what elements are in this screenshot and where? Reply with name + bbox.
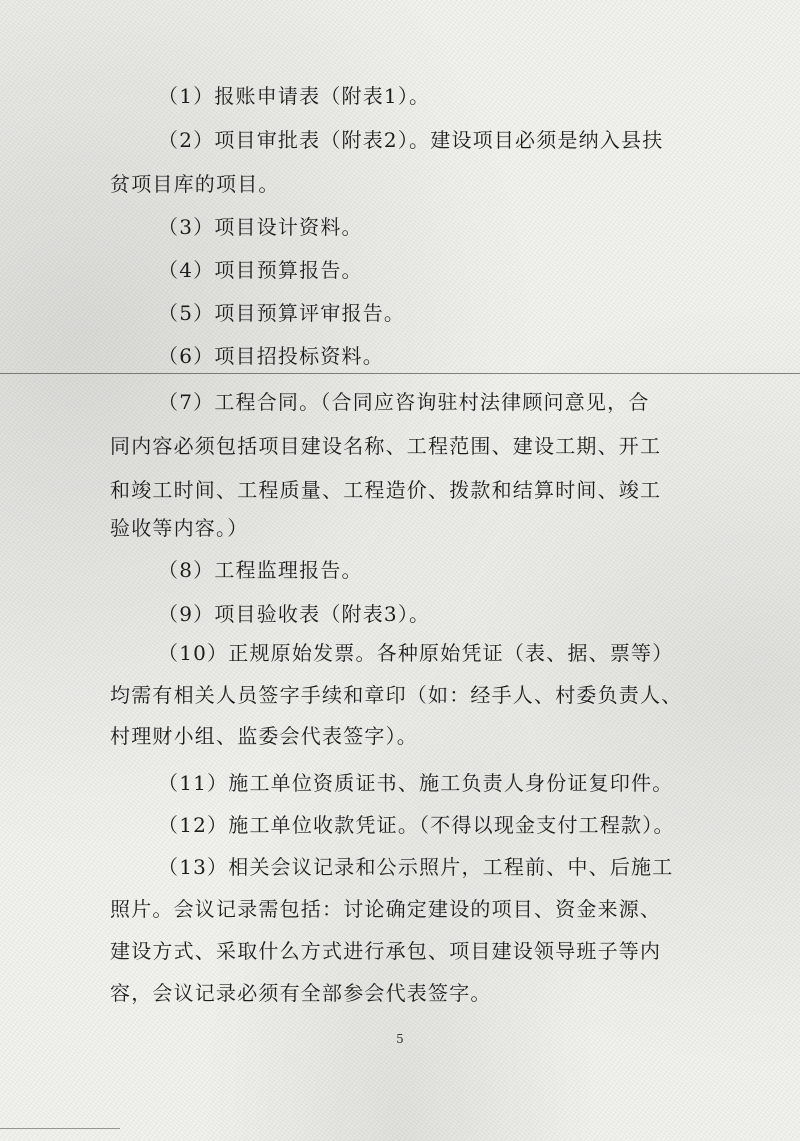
item-7-line-continued-1: 同内容必须包括项目建设名称、工程范围、建设工期、开工 <box>110 434 662 458</box>
item-1-line: （1）报账申请表（附表1）。 <box>158 84 431 108</box>
item-7-line-continued-2: 和竣工时间、工程质量、工程造价、拨款和结算时间、竣工 <box>110 478 662 502</box>
item-6-line: （6）项目招投标资料。 <box>158 344 384 368</box>
item-13-line-continued-2: 建设方式、采取什么方式进行承包、项目建设领导班子等内 <box>110 939 662 963</box>
item-7-line-continued-3: 验收等内容。） <box>110 516 249 540</box>
item-9-line: （9）项目验收表（附表3）。 <box>158 602 431 626</box>
item-10-line: （10）正规原始发票。各种原始凭证（表、据、票等） <box>158 641 674 665</box>
item-13-line-continued-1: 照片。会议记录需包括：讨论确定建设的项目、资金来源、 <box>110 897 662 921</box>
item-2-line-continued: 贫项目库的项目。 <box>110 172 280 196</box>
item-10-line-continued-1: 均需有相关人员签字手续和章印（如：经手人、村委负责人、 <box>110 683 683 707</box>
item-13-line: （13）相关会议记录和公示照片，工程前、中、后施工 <box>158 855 674 879</box>
item-3-line: （3）项目设计资料。 <box>158 215 363 239</box>
page-number: 5 <box>396 1032 404 1046</box>
item-11-line: （11）施工单位资质证书、施工负责人身份证复印件。 <box>158 771 674 795</box>
scan-artifact-line <box>0 373 800 374</box>
item-2-line: （2）项目审批表（附表2）。建设项目必须是纳入县扶 <box>158 128 664 152</box>
item-12-line: （12）施工单位收款凭证。（不得以现金支付工程款）。 <box>158 813 675 837</box>
item-4-line: （4）项目预算报告。 <box>158 258 363 282</box>
item-7-line: （7）工程合同。（合同应咨询驻村法律顾问意见，合 <box>158 390 650 414</box>
item-8-line: （8）工程监理报告。 <box>158 558 363 582</box>
item-13-line-continued-3: 容，会议记录必须有全部参会代表签字。 <box>110 981 492 1005</box>
scan-artifact-line-bottom <box>0 1128 120 1129</box>
item-10-line-continued-2: 村理财小组、监委会代表签字）。 <box>110 724 418 748</box>
item-5-line: （5）项目预算评审报告。 <box>158 301 406 325</box>
